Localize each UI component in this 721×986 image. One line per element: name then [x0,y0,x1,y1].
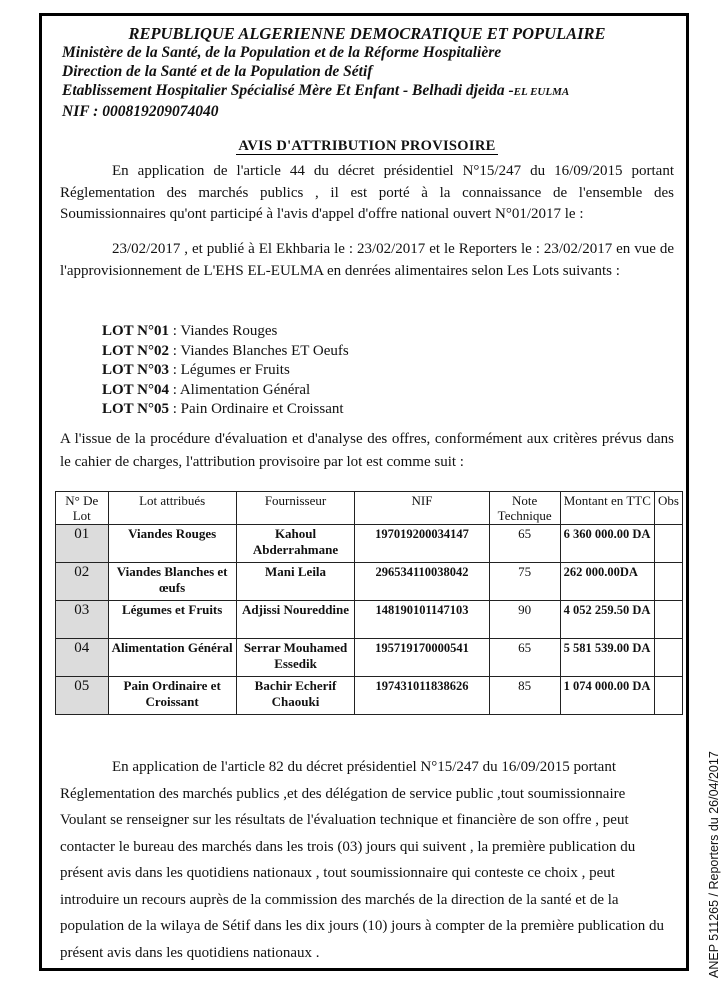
lot-code: LOT N°03 [102,362,169,378]
establishment-line [62,81,672,102]
lot-number-cell: 01 [56,525,109,563]
column-header: NIF [355,492,489,525]
notice-title [42,138,692,155]
nif-cell: 197431011838626 [355,677,489,715]
table-row [56,525,683,563]
ministry-line: Ministère de la Santé, de la Population et de la Réforme Hospitalière [62,44,502,61]
publication-paragraph [60,239,674,282]
lot-code: LOT N°02 [102,342,169,359]
nif-cell: 148190101147103 [355,601,489,639]
obs-cell [655,601,683,639]
amount-cell: 262 000.00DA [560,563,654,601]
notice-title-text: AVIS D'ATTRIBUTION PROVISOIRE [238,138,496,154]
lot-number-cell: 02 [56,563,109,601]
note-cell: 65 [489,525,560,563]
lot-cell: Viandes Rouges [108,525,236,563]
table-row [56,563,683,601]
lot-number-cell: 03 [56,601,109,639]
obs-cell [655,639,683,677]
list-item [102,361,349,381]
obs-cell [655,563,683,601]
supplier-cell: Adjissi Noureddine [236,601,355,639]
lot-code: LOT N°04 [102,381,169,398]
column-header: Note Technique [489,492,560,525]
lot-code: LOT N°05 [102,401,169,417]
list-item [102,322,349,342]
list-item [102,342,349,362]
lot-cell: Légumes et Fruits [108,601,236,639]
republic-heading: REPUBLIQUE ALGERIENNE DEMOCRATIQUE ET POPULAIRE [128,24,606,43]
lot-label: : Alimentation Général [172,381,311,398]
obs-cell [655,525,683,563]
supplier-cell: Bachir Echerif Chaouki [236,677,355,715]
table-row [56,601,683,639]
intro-paragraph [60,161,674,226]
notice-frame [39,13,689,971]
list-item [102,400,349,420]
note-cell: 75 [489,563,560,601]
nif-line: NIF : 000819209074040 [62,103,219,120]
column-header: Lot attribués [108,492,236,525]
lot-number-cell: 04 [56,639,109,677]
direction-line: Direction de la Santé et de la Population de Sétif [62,63,373,80]
lot-label: : Pain Ordinaire et Croissant [172,401,344,417]
establishment-city: EL EULMA [513,86,570,98]
lot-cell: Viandes Blanches et œufs [108,563,236,601]
intro-text: En application de l'article 44 du décret présidentiel N°15/247 du 16/09/2015 portant Réglementation des marchés publics , il est porté à la connaissance de l'ensemble des Soumissionnaires qu'ont participé à l'avis d'appel d'offre national ouvert N°01/2017 le : [60,163,674,222]
note-cell: 90 [489,601,560,639]
lot-number-cell: 05 [56,677,109,715]
note-cell: 85 [489,677,560,715]
recourse-paragraph [60,754,674,966]
note-cell: 65 [489,639,560,677]
nif-cell: 296534110038042 [355,563,489,601]
supplier-cell: Mani Leila [236,563,355,601]
amount-cell: 6 360 000.00 DA [560,525,654,563]
side-caption: ANEP 511265 / Reporters du 26/04/2017 [707,751,721,978]
lot-label: : Viandes Blanches ET Oeufs [172,342,349,359]
lot-cell: Alimentation Général [108,639,236,677]
notice-header [62,24,672,121]
establishment-name: Etablissement Hospitalier Spécialisé Mère Et Enfant - Belhadi djeida - [62,82,514,99]
supplier-cell: Serrar Mouhamed Essedik [236,639,355,677]
amount-cell: 1 074 000.00 DA [560,677,654,715]
table-header-row [56,492,683,525]
lot-label: : Légumes er Fruits [172,362,290,378]
nif-cell: 197019200034147 [355,525,489,563]
table-row [56,677,683,715]
attribution-table [55,491,683,715]
supplier-cell: Kahoul Abderrahmane [236,525,355,563]
amount-cell: 5 581 539.00 DA [560,639,654,677]
lots-list [102,322,349,420]
lot-label: : Viandes Rouges [172,323,278,339]
column-header: Obs [655,492,683,525]
column-header: Fournisseur [236,492,355,525]
column-header: Montant en TTC [560,492,654,525]
column-header: N° De Lot [56,492,109,525]
attribution-table-wrapper [55,491,683,715]
nif-cell: 195719170000541 [355,639,489,677]
list-item [102,381,349,401]
evaluation-paragraph: A l'issue de la procédure d'évaluation et d'analyse des offres, conformément aux critères prévus dans le cahier de charges, l'attribution provisoire par lot est comme suit : [60,431,674,470]
publication-text: 23/02/2017 , et publié à El Ekhbaria le : 23/02/2017 et le Reporters le : 23/02/2017 en vue de l'approvisionnement de L'EHS EL-EULMA en denrées alimentaires selon Les Lots suivants : [60,241,674,279]
obs-cell [655,677,683,715]
recourse-text: En application de l'article 82 du décret présidentiel N°15/247 du 16/09/2015 portant Réglementation des marchés publics ,et des délégation de service public ,tout soumissionnaire Voulant se renseigner sur les résultats de l'évaluation technique et financière de son offre , peut contacter le bureau des marchés dans les trois (03) jours qui suivent , la première publication du présent avis dans les quotidiens nationaux , tout soumissionnaire qui conteste ce choix , peut introduire un recours auprès de la commission des marchés de la direction de la santé et de la population de la wilaya de Sétif dans les dix jours (10) jours à compter de la première publication du présent avis dans les quotidiens nationaux . [60,759,664,961]
lot-cell: Pain Ordinaire et Croissant [108,677,236,715]
lot-code: LOT N°01 [102,323,169,339]
table-row [56,639,683,677]
amount-cell: 4 052 259.50 DA [560,601,654,639]
